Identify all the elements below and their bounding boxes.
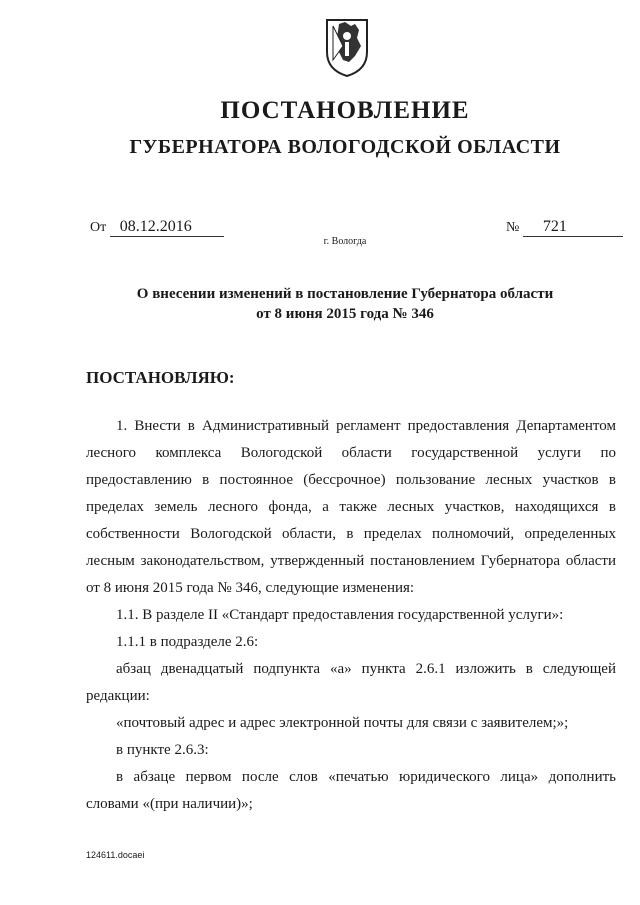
number-value: 721 [523,218,623,237]
subject-line-1: О внесении изменений в постановление Губернатора области [136,286,554,302]
document-body [86,413,616,818]
subject-line-2: от 8 июня 2015 года № 346 [256,306,434,322]
paragraph: 1.1.1 в подразделе 2.6: [116,634,259,650]
paragraph: «почтовый адрес и адрес электронной почты для связи с заявителем;»; [116,715,569,731]
file-name: 124611.docaei [86,850,145,860]
document-subject [0,284,640,324]
paragraph: в пункте 2.6.3: [116,742,209,758]
document-title: ПОСТАНОВЛЕНИЕ [220,97,470,124]
date-value: 08.12.2016 [110,218,224,237]
document-subtitle: ГУБЕРНАТОРА ВОЛОГОДСКОЙ ОБЛАСТИ [129,136,561,158]
date-prefix: От [90,220,107,235]
city-label: г. Вологда [323,236,367,247]
paragraph: 1. Внести в Административный регламент предоставления Департаментом лесного комплекса Вологодской области государственной услуги по предоставлению в постоянное (бессрочное) пользование лесных участков в пределах земель лесного фонда, а также лесных участков, находящихся в собственности Вологодской области, в пределах полномочий, определенных лесным законодательством, утвержденный постановлением Губернатора области от 8 июня 2015 года № 346, следующие изменения: [86,418,616,596]
paragraph: в абзаце первом после слов «печатью юридического лица» дополнить словами «(при наличии)»; [86,769,616,812]
number-prefix: № [506,220,520,235]
coat-of-arms-icon [325,16,369,78]
date-field [90,218,224,237]
paragraph: абзац двенадцатый подпункта «а» пункта 2.6.1 изложить в следующей редакции: [86,661,616,704]
decree-heading: ПОСТАНОВЛЯЮ: [86,368,235,387]
paragraph: 1.1. В разделе II «Стандарт предоставления государственной услуги»: [116,607,564,623]
number-field [506,218,623,237]
